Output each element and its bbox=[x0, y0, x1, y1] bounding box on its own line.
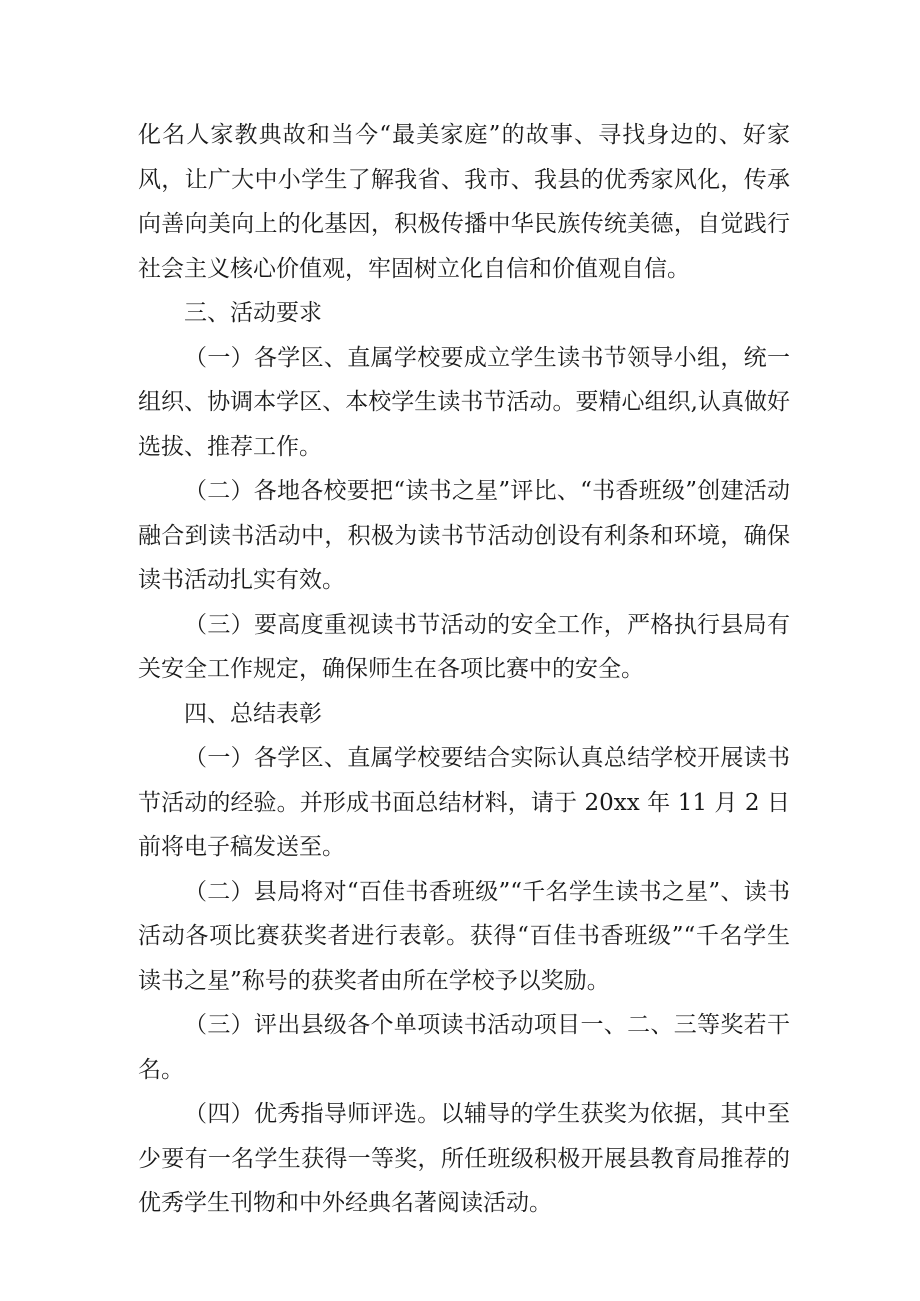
section-3-item-2: （二）各地各校要把“读书之星”评比、“书香班级”创建活动融合到读书活动中，积极为读书节活动创设有利条和环境，确保读书活动扎实有效。 bbox=[138, 478, 790, 593]
section-4-item-4: （四）优秀指导师评选。以辅导的学生获奖为依据，其中至少要有一名学生获得一等奖，所任班级积极开展县教育局推荐的优秀学生刊物和中外经典名著阅读活动。 bbox=[138, 1101, 790, 1216]
document-body bbox=[138, 113, 790, 1226]
section-4-item-1: （一）各学区、直属学校要结合实际认真总结学校开展读书节活动的经验。并形成书面总结材料，请于 20xx 年 11 月 2 日前将电子稿发送至。 bbox=[138, 745, 790, 860]
section-3-heading: 三、活动要求 bbox=[184, 300, 322, 326]
section-3-item-3: （三）要高度重视读书节活动的安全工作，严格执行县局有关安全工作规定，确保师生在各项比赛中的安全。 bbox=[138, 611, 790, 682]
intro-continuation-paragraph: 化名人家教典故和当今“最美家庭”的故事、寻找身边的、好家风，让广大中小学生了解我省、我市、我县的优秀家风化，传承向善向美向上的化基因，积极传播中华民族传统美德，自觉践行社会主义核心价值观，牢固树立化自信和价值观自信。 bbox=[138, 122, 790, 282]
section-4-item-3: （三）评出县级各个单项读书活动项目一、二、三等奖若干名。 bbox=[138, 1012, 790, 1083]
section-4-item-2: （二）县局将对“百佳书香班级”“千名学生读书之星”、读书活动各项比赛获奖者进行表彰。获得“百佳书香班级”“千名学生读书之星”称号的获奖者由所在学校予以奖励。 bbox=[138, 878, 790, 994]
section-3-item-1: （一）各学区、直属学校要成立学生读书节领导小组，统一组织、协调本学区、本校学生读书节活动。要精心组织,认真做好选拔、推荐工作。 bbox=[138, 344, 790, 460]
section-4-heading: 四、总结表彰 bbox=[184, 700, 322, 727]
